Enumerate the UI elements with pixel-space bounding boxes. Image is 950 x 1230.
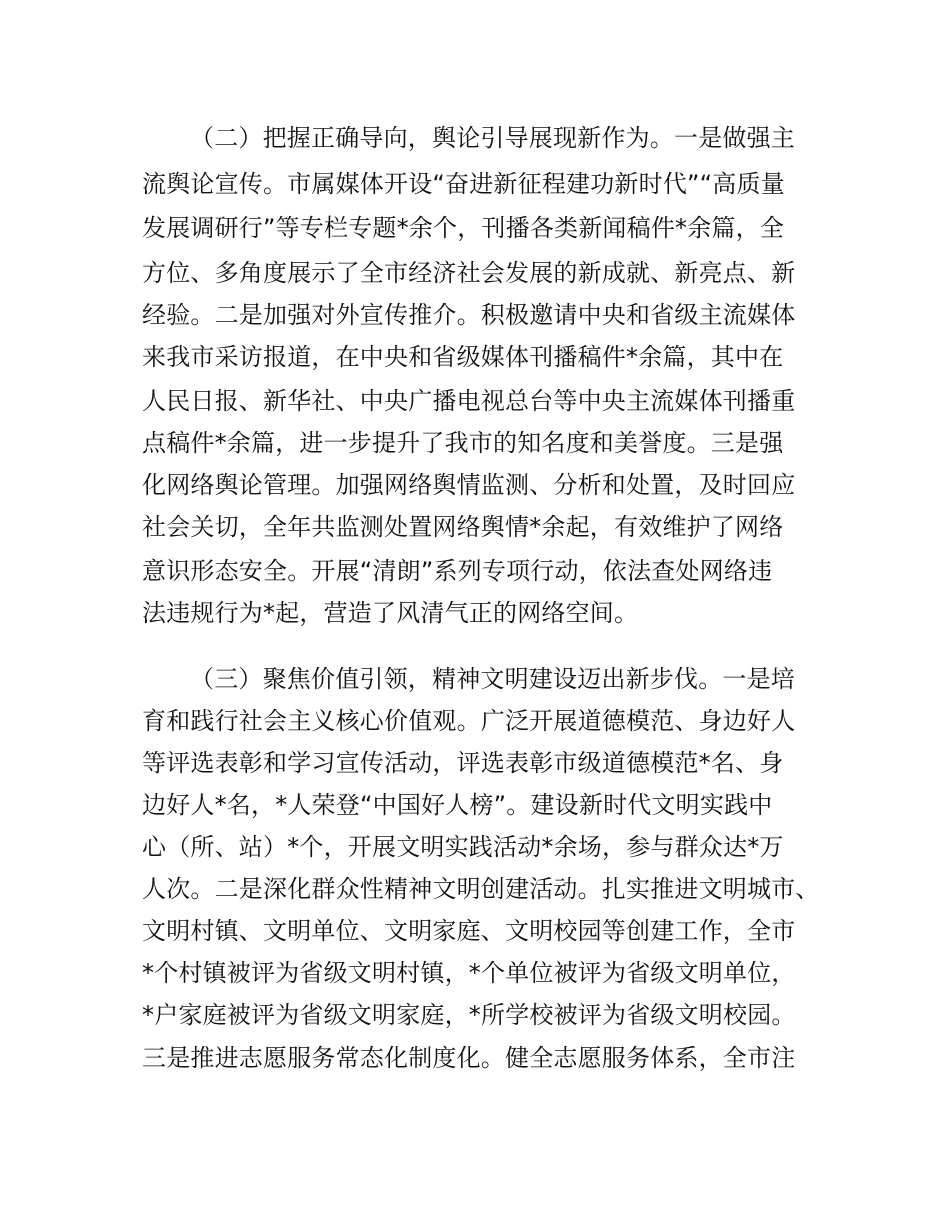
text-line: 方位、多角度展示了全市经济社会发展的新成就、新亮点、新 [142,259,796,287]
text-line: 来我市采访报道，在中央和省级媒体刊播稿件*余篇，其中在 [142,343,784,371]
text-line: 化网络舆论管理。加强网络舆情监测、分析和处置，及时回应 [142,471,796,499]
text-line: 经验。二是加强对外宣传推介。积极邀请中央和省级主流媒体 [142,301,796,329]
text-line: 育和践行社会主义核心价值观。广泛开展道德模范、身边好人 [142,707,796,735]
text-line: 发展调研行”等专栏专题*余个，刊播各类新闻稿件*余篇，全 [142,214,785,242]
text-line: 边好人*名，*人荣登“中国好人榜”。建设新时代文明实践中 [142,791,773,819]
text-line: 等评选表彰和学习宣传活动，评选表彰市级道德模范*名、身 [142,749,784,777]
text-line: 文明村镇、文明单位、文明家庭、文明校园等创建工作，全市 [142,917,796,945]
text-line: *个村镇被评为省级文明村镇，*个单位被评为省级文明单位， [142,959,796,987]
text-line: （二）把握正确导向，舆论引导展现新作为。一是做强主 [190,124,795,152]
text-line: （三）聚焦价值引领，精神文明建设迈出新步伐。一是培 [190,665,795,693]
text-line: 社会关切，全年共监测处置网络舆情*余起，有效维护了网络 [142,513,784,541]
text-line: 意识形态安全。开展“清朗”系列专项行动，依法查处网络违 [142,557,773,585]
text-line: 人民日报、新华社、中央广播电视总台等中央主流媒体刊播重 [142,387,796,415]
text-line: 点稿件*余篇，进一步提升了我市的知名度和美誉度。三是强 [142,429,784,457]
text-line: 心（所、站）*个，开展文明实践活动*余场，参与群众达*万 [142,833,784,861]
text-line: 流舆论宣传。市属媒体开设“奋进新征程建功新时代”“高质量 [142,170,785,198]
text-line: 人次。二是深化群众性精神文明创建活动。扎实推进文明城市、 [142,875,820,903]
text-line: *户家庭被评为省级文明家庭，*所学校被评为省级文明校园。 [142,1001,796,1029]
text-line: 法违规行为*起，营造了风清气正的网络空间。 [142,599,639,627]
text-line: 三是推进志愿服务常态化制度化。健全志愿服务体系，全市注 [142,1044,796,1072]
